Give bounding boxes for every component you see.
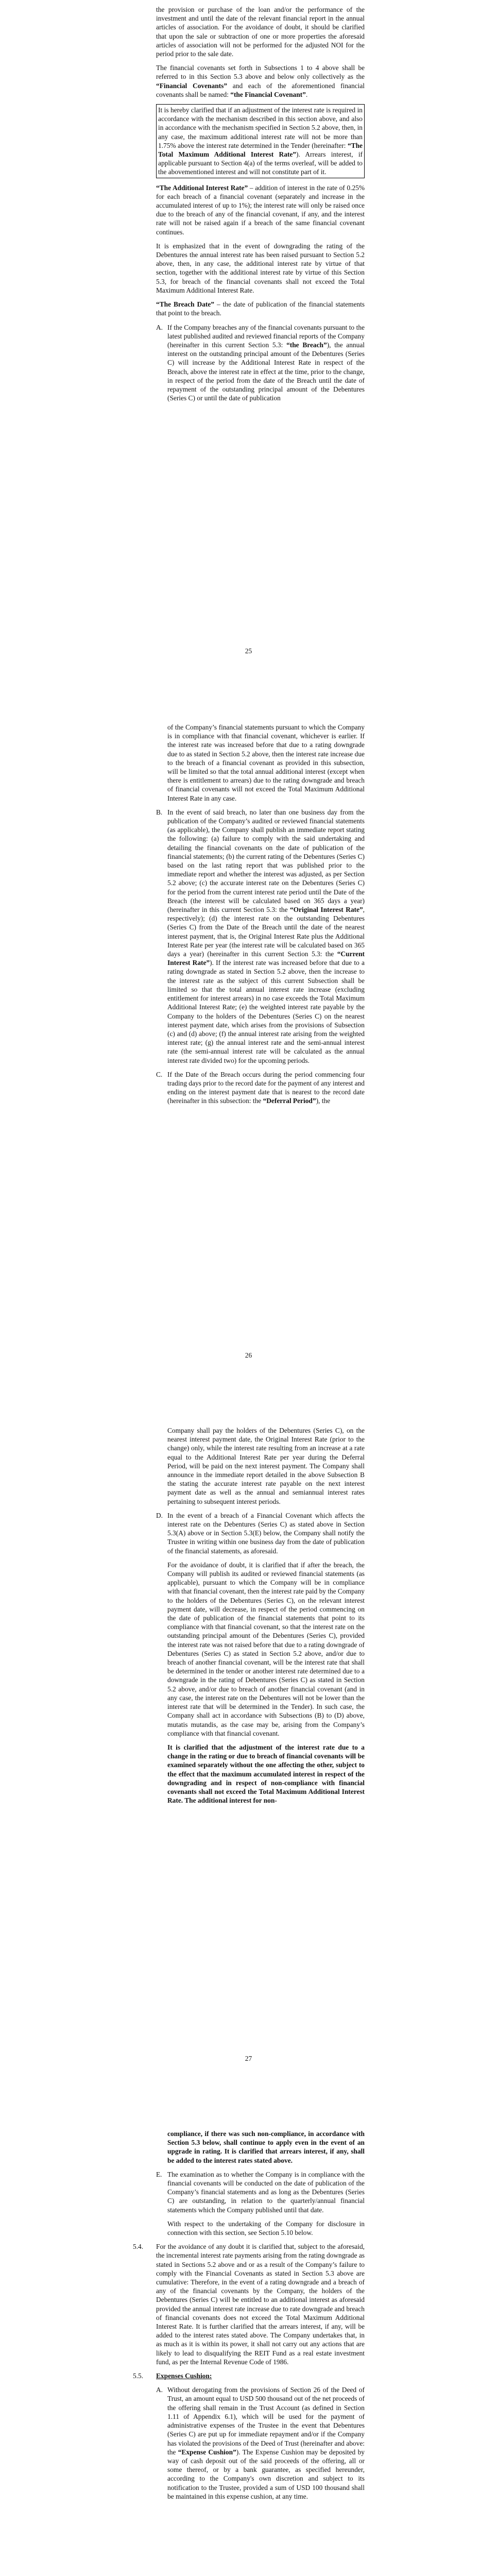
paragraph: With respect to the undertaking of the Company for disclosure in connection with this section, see Section 5.10 below. bbox=[167, 2219, 365, 2237]
list-item-text: If the Company breaches any of the financial covenants pursuant to the latest published audited and reviewed financial reports of the Company (hereinafter in this current Section 5.3: “the Breach”), the annual interest on the outstanding principal amount of the Debentures (Series C) will increase by the Additional Interest Rate in respect of the Breach, above the interest rate in effect at the time, prior to the change, in respect of the period from the date of the Breach until the date of repayment of the outstanding principal amount of the Debentures (Series C) or until the date of publication bbox=[167, 323, 365, 402]
document-page-26 bbox=[0, 703, 497, 1404]
page-number: 25 bbox=[245, 647, 252, 655]
list-item-text: Without derogating from the provisions of Section 26 of the Deed of Trust, an amount equal to USD 500 thousand out of the net proceeds of the offering shall remain in the Trust Account (as defined in Section 1.11 of Appendix 6.1), which will be used for the payment of administrative expenses of the Trustee in the event that Debentures (Series C) are put up for immediate repayment and/or if the Company has violated the provisions of the Deed of Trust (hereinafter and above: the “Expense Cushion”). The Expense Cushion may be deposited by way of cash deposit out of the said proceeds of the offering, all or some thereof, or by a bank guarantee, as specified hereunder, according to the Company's own discretion and subject to its notification to the Trustee, provided a sum of USD 100 thousand shall be maintained in this expense cushion, at any time. bbox=[167, 2386, 365, 2500]
list-item-label: A. bbox=[156, 323, 163, 331]
bold-paragraph: compliance, if there was such non-compliance, in accordance with Section 5.3 below, shall continue to apply even in the event of an upgrade in rating. It is clarified that arrears interest, if any, shall be added to the interest rates stated above. bbox=[167, 2130, 365, 2164]
list-item-text: In the event of a breach of a Financial Covenant which affects the interest rate on the Debentures (Series C) as stated above in Section 5.3(A) above or in Section 5.3(E) below, the Company shall notify the Trustee in writing within one business day from the date of publication of the financial statements, as aforesaid. bbox=[167, 1511, 365, 1555]
section-number: 5.5. bbox=[133, 2372, 144, 2380]
section-number: 5.4. bbox=[133, 2243, 144, 2251]
document-page-28 bbox=[0, 2110, 497, 2576]
list-item bbox=[156, 1511, 365, 1555]
document-page-25 bbox=[0, 0, 497, 701]
paragraph: Company shall pay the holders of the Debentures (Series C), on the nearest interest payment date, the Original Interest Rate (prior to the change) only, while the interest rate resulting from an increase at a rate equal to the Additional Interest Rate per year during the Deferral Period, will be paid on the next interest payment. The Company shall announce in the immediate report detailed in the above Subsection B the stating the accurate interest rate payable on the next interest payment date as well as the annual and semiannual interest rates pertaining to subsequent interest periods. bbox=[167, 1427, 365, 1505]
list-item-text: The examination as to whether the Company is in compliance with the financial covenants will be conducted on the date of publication of the Company’s financial statements and as long as the Debentures (Series C) are outstanding, in relation to the quarterly/annual financial statements which the Company published until that date. bbox=[167, 2170, 365, 2214]
list-item-label: A. bbox=[156, 2386, 163, 2394]
page-text-column bbox=[156, 5, 365, 408]
list-item-label: B. bbox=[156, 808, 163, 816]
list-item-text: If the Date of the Breach occurs during the period commencing four trading days prior to the record date for the payment of any interest and ending on the interest payment date that is nearest to the record date (hereinafter in this subsection: the “Deferral Period”), the bbox=[167, 1070, 365, 1105]
list-item-label: E. bbox=[156, 2170, 162, 2178]
list-item-label: D. bbox=[156, 1511, 163, 1519]
page-number: 26 bbox=[245, 1351, 252, 1359]
section-text: For the avoidance of any doubt it is clarified that, subject to the aforesaid, the incremental interest rate payments arising from the rating downgrade as stated in Sections 5.2 above and or as a result of the Company’s failure to comply with the Financial Covenants as stated in Section 5.3 above are cumulative: Therefore, in the event of a rating downgrade and a breach of any of the financial covenants by the Company, the holders of the Debentures (Series C) will be entitled to an additional interest as aforesaid provided the annual interest rate increase due to rate downgrade and breach of financial covenants does not exceed the Total Maximum Additional Interest Rate. It is further clarified that the arrears interest, if any, will be added to the interest rates stated above. The Company undertakes that, in as much as it is within its power, it shall not carry out any actions that are likely to lead to disqualifying the REIT Fund as a real estate investment fund, as per the Internal Revenue Code of 1986. bbox=[156, 2243, 365, 2366]
bold-paragraph: It is clarified that the adjustment of the interest rate due to a change in the rating or due to breach of financial covenants will be examined separately without the one affecting the other, subject to the effect that the maximum accumulated interest in respect of the downgrading and in respect of non-compliance with financial covenants shall not exceed the Total Maximum Additional Interest Rate. The additional interest for non- bbox=[167, 1743, 365, 1805]
list-item bbox=[156, 808, 365, 1065]
paragraph: “The Additional Interest Rate” – addition of interest in the rate of 0.25% for each breach of a financial covenant (separately and increase in the accumulated interest of up to 1%); the interest rate will only be raised once due to the breach of any of the financial covenant, if any, and the interest rate will not be raised again if a breach of the same financial covenant continues. bbox=[156, 183, 365, 236]
section bbox=[133, 2371, 365, 2380]
page-text-column bbox=[133, 2129, 365, 2506]
list-item bbox=[156, 323, 365, 403]
document-page-27 bbox=[0, 1406, 497, 2107]
list-item bbox=[156, 2385, 365, 2501]
section bbox=[133, 2242, 365, 2366]
paragraph: It is emphasized that in the event of downgrading the rating of the Debentures the annual interest rate has been raised pursuant to Section 5.2 above, then, in any case, the additional interest rate by virtue of that section, together with the additional interest rate by virtue of this Section 5.3, for breach of the financial covenants shall not exceed the Total Maximum Additional Interest Rate. bbox=[156, 242, 365, 294]
page-number: 27 bbox=[245, 2055, 252, 2062]
list-item bbox=[156, 1070, 365, 1106]
paragraph: “The Breach Date” – the date of publication of the financial statements that point to the breach. bbox=[156, 300, 365, 317]
list-item-label: C. bbox=[156, 1070, 163, 1078]
page-text-column bbox=[156, 723, 365, 1111]
paragraph: the provision or purchase of the loan and/or the performance of the investment and until the date of the relevant financial report in the annual articles of association. For the avoidance of doubt, it should be clarified that upon the sale or subtraction of one or more properties the aforesaid articles of association will not be performed for the adjusted NOI for the period prior to the sale date. bbox=[156, 6, 365, 58]
paragraph: For the avoidance of doubt, it is clarified that if after the breach, the Company will publish its audited or reviewed financial statements (as applicable), pursuant to which the Company will be in compliance with that financial covenant, then the interest rate paid by the Company to the holders of the Debentures (Series C), on the relevant interest payment date, will decrease, in respect of the period commencing on the date of publication of the financial statements that point to its compliance with that financial covenant, so that the interest rate on the outstanding principal amount of the Debentures (Series C), provided the interest rate was not raised before that due to a rating downgrade of Debentures (Series C) as stated in Section 5.2 above, and/or due to breach of another financial covenant, will be the interest rate that shall be determined in the tender or another interest rate determined due to a downgrade in the rating of Debentures (Series C) as stated in Section 5.2 above, and/or due to breach of another financial covenant (and in any case, the interest rate on the Debentures will not be lower than the interest rate that will be determined in the Tender). In such case, the Company shall act in accordance with Subsections (B) to (D) above, mutatis mutandis, as the case may be, arising from the Company’s compliance with that financial covenant. bbox=[167, 1561, 365, 1737]
section-heading: Expenses Cushion: bbox=[156, 2372, 212, 2380]
paragraph: The financial covenants set forth in Subsections 1 to 4 above shall be referred to in this Section 5.3 above and below only collectively as the “Financial Covenants” and each of the aforementioned financial covenants shall be named: “the Financial Covenant”. bbox=[156, 64, 365, 98]
list-item-text: In the event of said breach, no later than one business day from the publication of the Company’s audited or reviewed financial statements (as applicable), the Company shall publish an immediate report stating the following: (a) failure to comply with the said undertaking and detailing the financial covenants on the date of publication of the financial statements; (b) the current rating of the Debentures (Series C) based on the last rating report that was published prior to the immediate report and whether the interest was adjusted, as per Section 5.2 above; (c) the accurate interest rate on the Debentures (Series C) for the period from the current interest rate period until the Date of the Breach (the interest will be calculated based on 365 days a year) (hereinafter in this current Section 5.3: the “Original Interest Rate”, respectively); (d) the interest rate on the outstanding Debentures (Series C) from the Date of the Breach until the date of the nearest interest payment, that is, the Original Interest Rate plus the Additional Interest Rate per year (the interest rate will be calculated based on 365 days a year) (hereinafter in this current Section 5.3: the “Current Interest Rate”). If the interest rate was increased before that due to a rating downgrade as stated in Section 5.2 above, then the increase to the interest rate as the subject of this current Subsection shall be limited so that the total annual interest rate increase (excluding entitlement for interest arrears) in no case exceeds the Total Maximum Additional Interest Rate; (e) the weighted interest rate payable by the Company to the holders of the Debentures (Series C) on the nearest interest payment date, which arises from the provisions of Subsection (c) and (d) above; (f) the annual interest rate arising from the weighted interest rate; (g) the annual interest rate and the semi-annual interest rate (the semi-annual interest rate will be calculated as the annual interest rate divided two) for the upcoming periods. bbox=[167, 808, 365, 1064]
page-text-column bbox=[156, 1426, 365, 1810]
list-item bbox=[156, 2170, 365, 2214]
paragraph: of the Company’s financial statements pursuant to which the Company is in compliance with that financial covenant, whichever is earlier. If the interest rate was increased before that due to a rating downgrade due to as stated in Section 5.2 above, then the interest rate increase due to the breach of a financial covenant as provided in this subsection, will be limited so that the total annual additional interest (except when there is entitlement to arrears) due to the rating downgrade and breach of financial covenants will not exceed the Total Maximum Additional Interest Rate in any case. bbox=[167, 723, 365, 802]
boxed-clarification: It is hereby clarified that if an adjustment of the interest rate is required in accordance with the mechanism described in this section above, and also in accordance with the mechanism specified in Section 5.2 above, then, in any case, the maximum additional interest rate will not be more than 1.75% above the interest rate determined in the Tender (hereinafter: “The Total Maximum Additional Interest Rate”). Arrears interest, if applicable pursuant to Section 4(a) of the terms overleaf, will be added to the abovementioned interest and will not constitute part of it. bbox=[156, 104, 365, 178]
